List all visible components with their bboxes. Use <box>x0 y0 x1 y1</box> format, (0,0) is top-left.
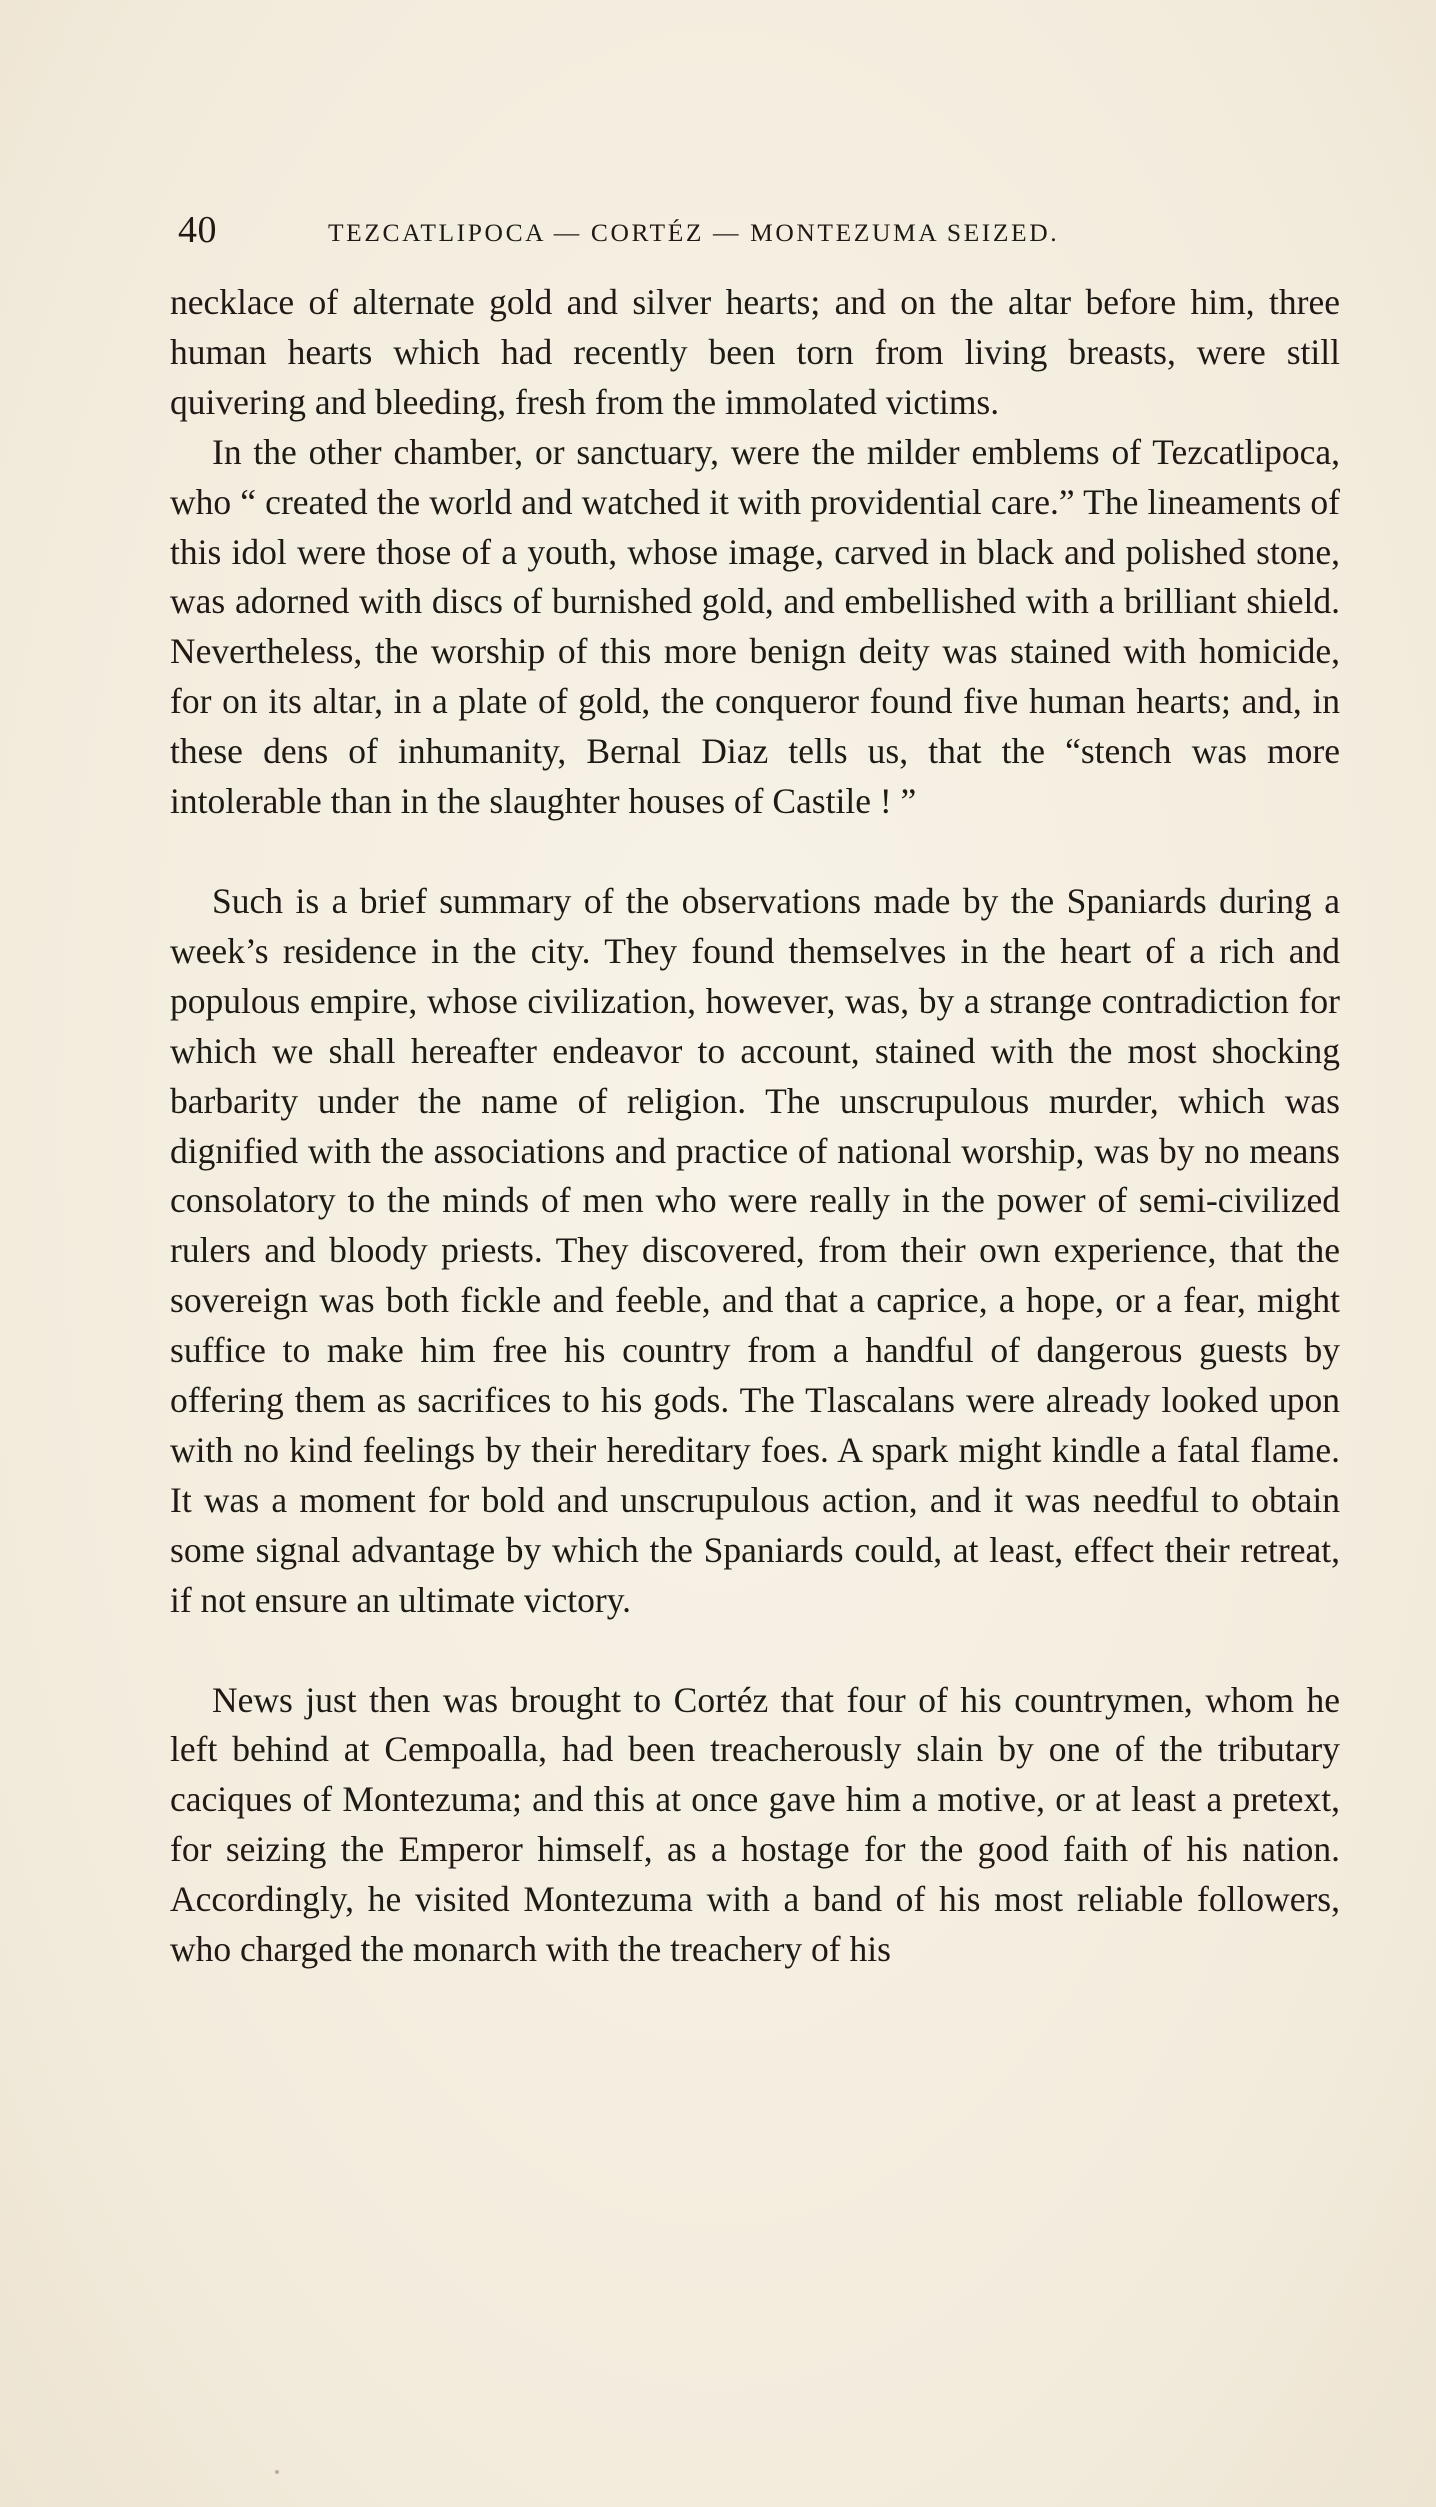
body-text <box>170 278 1340 1975</box>
paper-speck <box>275 2470 279 2474</box>
page-number: 40 <box>178 209 217 251</box>
paragraph-2: In the other chamber, or sanctuary, were the milder emblems of Tezcatlipoca, who “ created the world and watched it with providential care.” The lineaments of this idol were those of a youth, whose image, carved in black and polished stone, was adorned with discs of burnished gold, and embellished with a brilliant shield. Nevertheless, the worship of this more benign deity was stained with homicide, for on its altar, in a plate of gold, the conqueror found five human hearts; and, in these dens of inhumanity, Bernal Diaz tells us, that the “stench was more intolerable than in the slaughter houses of Castile ! ” <box>170 431 1340 822</box>
paragraph-4: News just then was brought to Cortéz that four of his countrymen, whom he left behind at Cempoalla, had been treacherously slain by one of the tributary caciques of Montezuma; and this at once gave him a motive, or at least a pretext, for seizing the Emperor himself, as a hostage for the good faith of his nation. Accordingly, he visited Montezuma with a band of his most reliable followers, who charged the monarch with the treachery of his <box>170 1679 1340 1970</box>
paragraph-3: Such is a brief summary of the observations made by the Spaniards during a week’s residence in the city. They found themselves in the heart of a rich and populous empire, whose civilization, however, was, by a strange contradiction for which we shall hereafter endeavor to account, stained with the most shocking barbarity under the name of religion. The unscrupulous murder, which was dignified with the associations and practice of national worship, was by no means consolatory to the minds of men who were really in the power of semi-civilized rulers and bloody priests. They discovered, from their own experience, that the sovereign was both fickle and feeble, and that a caprice, a hope, or a fear, might suffice to make him free his country from a handful of dangerous guests by offering them as sacrifices to his gods. The Tlascalans were already looked upon with no kind feelings by their hereditary foes. A spark might kindle a fatal flame. It was a moment for bold and unscrupulous action, and it was needful to obtain some signal advantage by which the Spaniards could, at least, effect their retreat, if not ensure an ultimate victory. <box>170 880 1340 1620</box>
paragraph-1: necklace of alternate gold and silver hearts; and on the altar before him, three human hearts which had recently been torn from living breasts, were still quivering and bleeding, fresh from the immolated victims. <box>170 282 1340 422</box>
running-head <box>178 205 1228 265</box>
running-head-title: TEZCATLIPOCA — CORTÉZ — MONTEZUMA SEIZED. <box>328 218 1060 247</box>
